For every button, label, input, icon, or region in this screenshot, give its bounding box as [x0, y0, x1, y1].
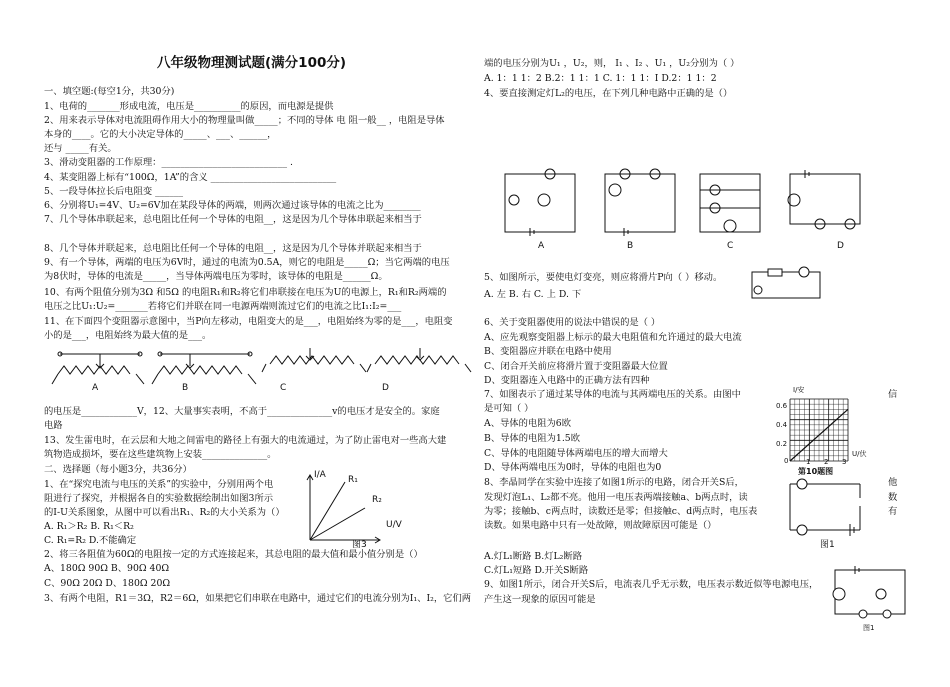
graph10-ytick-0: 0.6 [776, 402, 788, 410]
rheostat-label-b: B [182, 383, 189, 393]
graph10-ytick-2: 0.2 [776, 440, 788, 448]
rheostat-circuit-q5 [748, 268, 828, 304]
graph10-xtick-2: 3 [842, 458, 847, 466]
right-edge-line: 数 [888, 492, 898, 503]
right-text-line: 发现灯泡L₁、L₂都不亮。他用一电压表两端接触a、b两点时，读 [484, 492, 748, 503]
right-edge-line: 有 [888, 506, 898, 517]
fig1-caption-q8: 图1 [820, 540, 835, 550]
right-text-line: A.灯L₁断路 B.灯L₂断路 [484, 551, 582, 562]
right-text-line: A. 左 B. 右 C. 上 D. 下 [484, 289, 582, 300]
left-text-line: 3、有两个电阻，R1＝3Ω，R2＝6Ω，如果把它们串联在电路中，通过它们的电流分别为I₁、I₂，它们两 [44, 593, 472, 604]
right-text-line: 是可知（ ） [484, 403, 534, 414]
left-text-line: 10、有两个阻值分别为3Ω 和5Ω 的电阻R₁和R₂将它们串联接在电压为U的电源上，R₁和R₂两端的 [44, 287, 447, 298]
left-text-line: 电压之比U₁:U₂=_______若将它们并联在同一电源两端则流过它们的电流之比I₁:I₂=___ [44, 301, 402, 312]
circuit-label-c: C [727, 241, 734, 251]
circuits-q4 [500, 160, 860, 240]
right-text-line: 6、关于变阻器使用的说法中错误的是（ ） [484, 317, 661, 328]
left-text-line: 的电压是____________V，12、大量事实表明，不高于______________v的电压才是安全的。家庭 [44, 406, 440, 417]
left-text-line: C. R₁=R₂ D.不能确定 [44, 535, 137, 546]
graph3-caption: 图3 [352, 540, 367, 550]
right-text-line: D、导体两端电压为0时，导体的电阻也为0 [484, 462, 662, 473]
circuit-label-a: A [538, 241, 545, 251]
left-text-line: 13、发生雷电时，在云层和大地之间雷电的路径上有强大的电流通过，为了防止雷电对一些高大建 [44, 435, 447, 446]
graph10-caption: 第10题图 [798, 467, 834, 476]
right-text-line: 产生这一现象的原因可能是 [484, 594, 596, 605]
right-text-line: 5、如图所示，要使电灯变亮，则应将滑片P向（ ）移动。 [484, 272, 723, 283]
right-text-line: 为零；接触b、c两点时，读数还是零；但接触c、d两点时，电压表 [484, 506, 758, 517]
rheostat-diagrams [40, 344, 460, 396]
left-text-line: 1、在“探究电流与电压的关系”的实验中，分别用两个电 [44, 479, 274, 490]
right-text-line: A. 1：1 1：2 B.2：1 1：1 C. 1：1 1：I D.2：1 1：2 [484, 73, 717, 84]
left-text-line: 还与 _____有关。 [44, 143, 117, 154]
graph10-xtick-0: 1 [806, 458, 811, 466]
left-text-line: 2、用来表示导体对电流阻碍作用大小的物理量叫做_____；不同的导体 电 阻一般__ ，电阻是导体 [44, 115, 445, 126]
right-text-line: C.灯L₁短路 D.开关S断路 [484, 565, 589, 576]
left-text-line: 为8伏时，导体的电流是_____，当导体两端电压为零时，该导体的电阻是______Ω。 [44, 271, 388, 282]
left-text-line: C、90Ω 20Ω D、180Ω 20Ω [44, 578, 171, 589]
graph3-r2: R₂ [372, 495, 382, 505]
left-text-line: 阻进行了探究，并根据各自的实验数据绘制出如图3所示 [44, 493, 274, 504]
right-text-line: 端的电压分别为U₁ ，U₂，则， I₁ 、I₂ 、U₁ ，U₂分别为（ ） [484, 58, 740, 69]
left-text-line: 2、将三各阻值为60Ω的电阻按一定的方式连接起来，其总电阻的最大值和最小值分别是（） [44, 549, 423, 560]
left-text-line: 9、有一个导体，两端的电压为6V时，通过的电流为0.5A，则它的电阻是_____Ω；当它两端的电压 [44, 257, 450, 268]
graph10-ytick-1: 0.4 [776, 421, 788, 429]
page-title: 八年级物理测试题(满分100分) [157, 55, 347, 71]
graph10-xlabel: U/伏 [852, 450, 867, 458]
graph10-ylabel: I/安 [793, 386, 805, 394]
graph10-ytick-3: 0 [784, 457, 789, 465]
rheostat-label-d: D [382, 383, 389, 393]
right-edge-line: 他 [888, 477, 898, 488]
left-text-line: 筑物造成损坏，要在这些建筑物上安装______________。 [44, 449, 277, 460]
graph10-xtick-1: 2 [824, 458, 829, 466]
left-text-line: A. R₁＞R₂ B. R₁＜R₂ [44, 521, 134, 532]
graph3-ylabel: I/A [314, 470, 326, 480]
right-text-line: A、导体的电阻为6欧 [484, 418, 572, 429]
right-text-line: C、闭合开关前应将滑片置于变阻器最大位置 [484, 361, 668, 372]
left-text-line: 1、电荷的_______形成电流，电压是__________的原因，而电源是提供 [44, 101, 334, 112]
left-text-line: 4、某变阻器上标有“100Ω，1A”的含义 ___________________________ [44, 172, 337, 183]
left-text-line: 8、几个导体并联起来，总电阻比任何一个导体的电阻__，这是因为几个导体并联起来相当于 [44, 243, 422, 254]
left-text-line: 5、一段导体拉长后电阻变 ______ [44, 186, 184, 197]
graph-3 [305, 470, 385, 550]
rheostat-label-a: A [92, 383, 99, 393]
circuit-fig1-q9 [825, 560, 910, 622]
right-text-line: 7、如图表示了通过某导体的电流与其两端电压的关系。由图中 [484, 389, 741, 400]
right-text-line: B、变阻器应并联在电路中使用 [484, 346, 612, 357]
right-text-line: D、变阻器连入电路中的正确方法有四种 [484, 375, 650, 386]
left-text-line: 11、在下面四个变阻器示意图中，当P向左移动，电阻变大的是___，电阻始终为零的是___，电阻变 [44, 316, 453, 327]
rheostat-label-c: C [280, 383, 287, 393]
left-text-line: 二、选择题（每小题3分，共36分） [44, 464, 192, 475]
left-text-line: 7、几个导体串联起来，总电阻比任何一个导体的电阻__，这是因为几个导体串联起来相当于 [44, 214, 422, 225]
right-text-line: 9、如图1所示，闭合开关S后，电流表几乎无示数，电压表示数近似等电源电压， [484, 579, 819, 590]
right-text-line: 读数。如果电路中只有一处故障，则故障原因可能是（） [484, 520, 717, 531]
left-text-line: 本身的____。它的大小决定导体的_____、___、______， [44, 129, 277, 140]
left-text-line: 一、填空题:(每空1分，共30分) [44, 86, 175, 97]
left-text-line: 小的是___，电阻始终为最大值的是___。 [44, 330, 212, 341]
left-text-line: 的I-U关系图象，从图中可以看出R₁、R₂的大小关系为（） [44, 507, 285, 518]
right-text-line: C、导体的电阻随导体两端电压的增大而增大 [484, 448, 668, 459]
left-text-line: A、180Ω 90Ω B、90Ω 40Ω [44, 563, 170, 574]
graph3-r1: R₁ [348, 475, 358, 485]
right-text-line: A、应先观察变阻器上标示的最大电阻值和允许通过的最大电流 [484, 332, 742, 343]
circuit-label-b: B [627, 241, 634, 251]
fault-circuit-fig1 [780, 467, 875, 540]
right-text-line: 8、李晶同学在实验中连接了如图1所示的电路，闭合开关S后， [484, 477, 744, 488]
fig1-caption-q9: 图1 [863, 624, 875, 632]
right-text-line: 4、要直接测定灯L₂的电压，在下列几种电路中正确的是（） [484, 88, 733, 99]
right-text-line: B、导体的电阻为1.5欧 [484, 433, 580, 444]
left-text-line: 3、滑动变阻器的工作原理：___________________________ . [44, 157, 293, 168]
left-text-line: 6、分别将U₁=4V、U₂=6V加在某段导体的两端，则两次通过该导体的电流之比为________ [44, 200, 421, 211]
graph3-xlabel: U/V [386, 520, 402, 530]
left-text-line: 电路 [44, 420, 63, 431]
circuit-label-d: D [837, 241, 844, 251]
right-edge-line: 信 [888, 389, 898, 400]
